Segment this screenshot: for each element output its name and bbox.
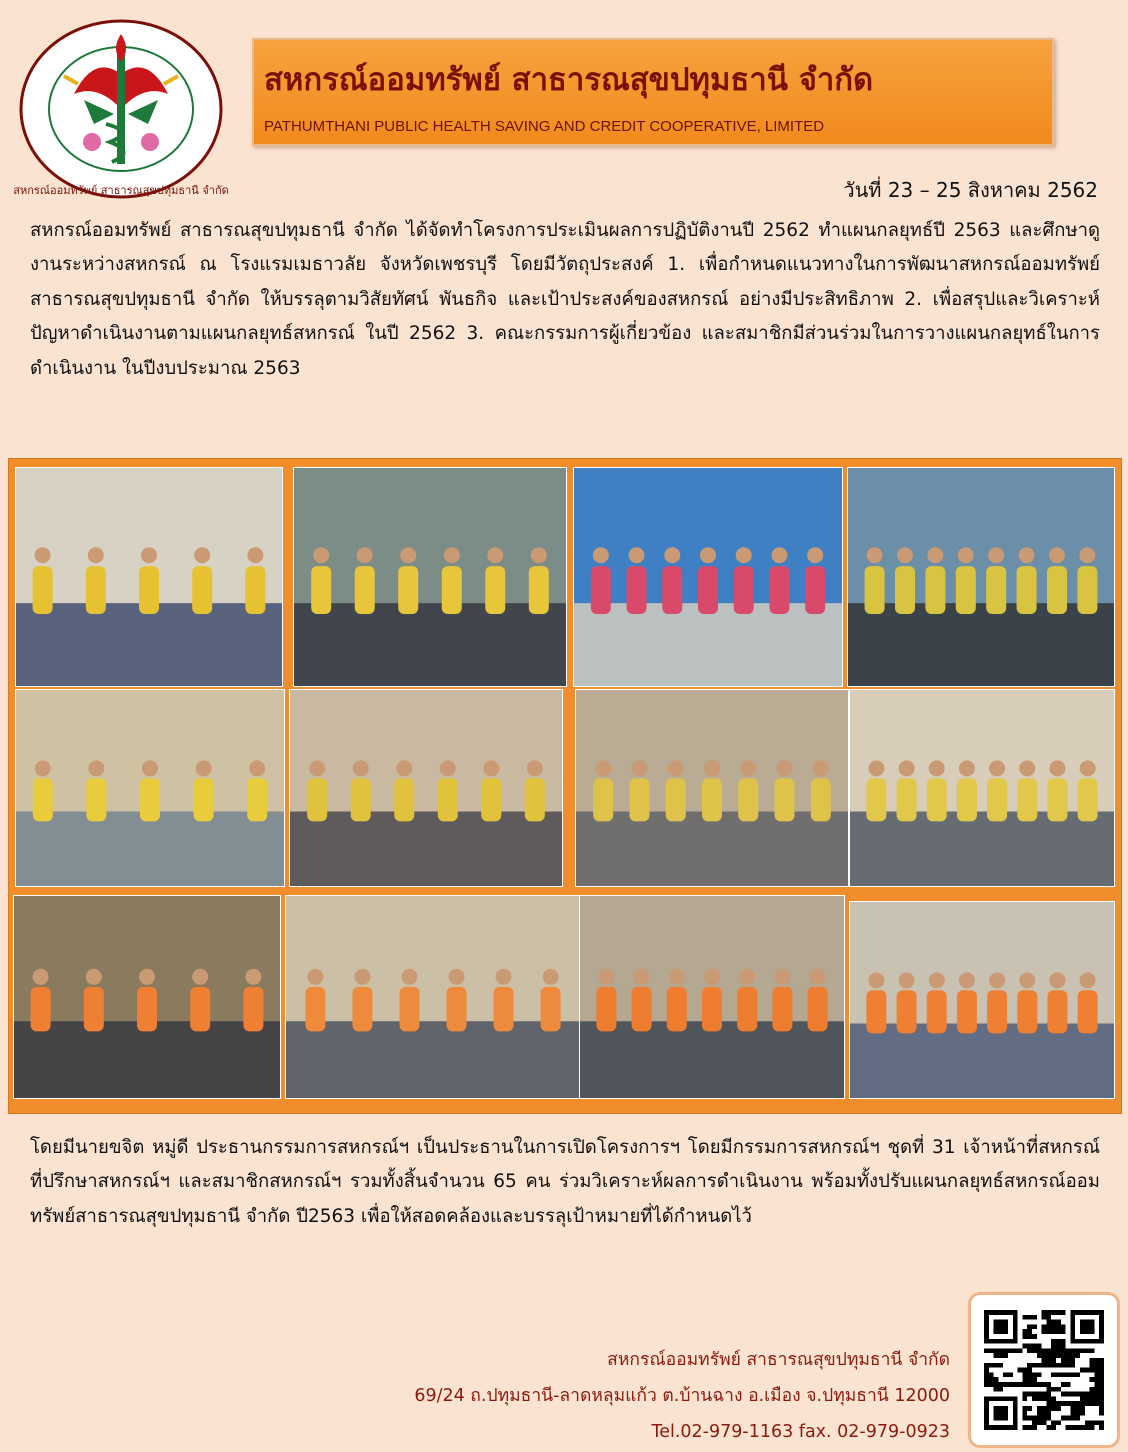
photo-collage xyxy=(8,458,1122,1114)
photo-group-work-2 xyxy=(575,689,849,887)
photo-table-discussion xyxy=(847,467,1115,687)
summary-paragraph: โดยมีนายขจิต หมู่ดี ประธานกรรมการสหกรณ์ฯ เป็นประธานในการเปิดโครงการฯ โดยมีกรรมการสหกรณ์ฯ ชุดที่ 31 เจ้าหน้าที่สหกรณ์ ที่ปรึกษาสหกรณ์ฯ และสมาชิกสหกรณ์ฯ รวมทั้งสิ้นจำนวน 65 คน ร่วมวิเคราะห์ผลการดำเนินงาน พร้อมทั้งปรับแผนกลยุทธ์สหกรณ์ออมทรัพย์สาธารณสุขปทุมธานี จำกัด ปี2563 เพื่อให้สอดคล้องและบรรลุเป้าหมายที่ได้กำหนดไว้ xyxy=(30,1137,1100,1227)
footer-contact xyxy=(414,1342,950,1450)
photo-group-banner-outdoor xyxy=(573,467,843,687)
qr-code[interactable] xyxy=(968,1292,1120,1448)
header-subtitle: PATHUMTHANI PUBLIC HEALTH SAVING AND CREDIT COOPERATIVE, LIMITED xyxy=(264,118,825,135)
footer-phone-fax: Tel.02-979-1163 fax. 02-979-0923 xyxy=(651,1422,950,1442)
photo-speaker-podium xyxy=(15,689,285,887)
photo-audience xyxy=(285,895,581,1099)
photo-group-work-1 xyxy=(289,689,563,887)
logo-caption: สหกรณ์ออมทรัพย์ สาธารณสุขปทุมธานี จำกัด xyxy=(14,184,228,197)
footer-org-name: สหกรณ์ออมทรัพย์ สาธารณสุขปทุมธานี จำกัด xyxy=(607,1350,950,1370)
footer-address: 69/24 ถ.ปทุมธานี-ลาดหลุมแก้ว ต.บ้านฉาง อ.เมือง จ.ปทุมธานี 12000 xyxy=(414,1386,950,1406)
photo-group-banner-indoor xyxy=(849,901,1115,1099)
qr-code-icon xyxy=(984,1308,1104,1432)
event-date: วันที่ 23 – 25 สิงหาคม 2562 xyxy=(843,178,1098,202)
photo-group-stage xyxy=(293,467,567,687)
header-banner xyxy=(252,38,1054,146)
photo-woman-speaking xyxy=(13,895,281,1099)
cooperative-logo xyxy=(14,14,228,204)
photo-man-speaking xyxy=(579,895,845,1099)
header-title: สหกรณ์ออมทรัพย์ สาธารณสุขปทุมธานี จำกัด xyxy=(264,62,874,98)
photo-meeting-room xyxy=(15,467,283,687)
intro-paragraph: สหกรณ์ออมทรัพย์ สาธารณสุขปทุมธานี จำกัด ได้จัดทำโครงการประเมินผลการปฏิบัติงานปี 2562 ทำแผนกลยุทธ์ปี 2563 และศึกษาดูงานระหว่างสหกรณ์ ณ โรงแรมเมธาวลัย จังหวัดเพชรบุรี โดยมีวัตถุประสงค์ 1. เพื่อกำหนดแนวทางในการพัฒนาสหกรณ์ออมทรัพย์สาธารณสุขปทุมธานี จำกัด ให้บรรลุตามวิสัยทัศน์ พันธกิจ และเป้าประสงค์ของสหกรณ์ อย่างมีประสิทธิภาพ 2. เพื่อสรุปและวิเคราะห์ปัญหาดำเนินงานตามแผนกลยุทธ์สหกรณ์ ในปี 2562 3. คณะกรรมการผู้เกี่ยวข้อง และสมาชิกมีส่วนร่วมในการวางแผนกลยุทธ์ในการดำเนินงาน ในปีงบประมาณ 2563 xyxy=(30,220,1100,379)
photo-group-work-3 xyxy=(849,689,1115,887)
